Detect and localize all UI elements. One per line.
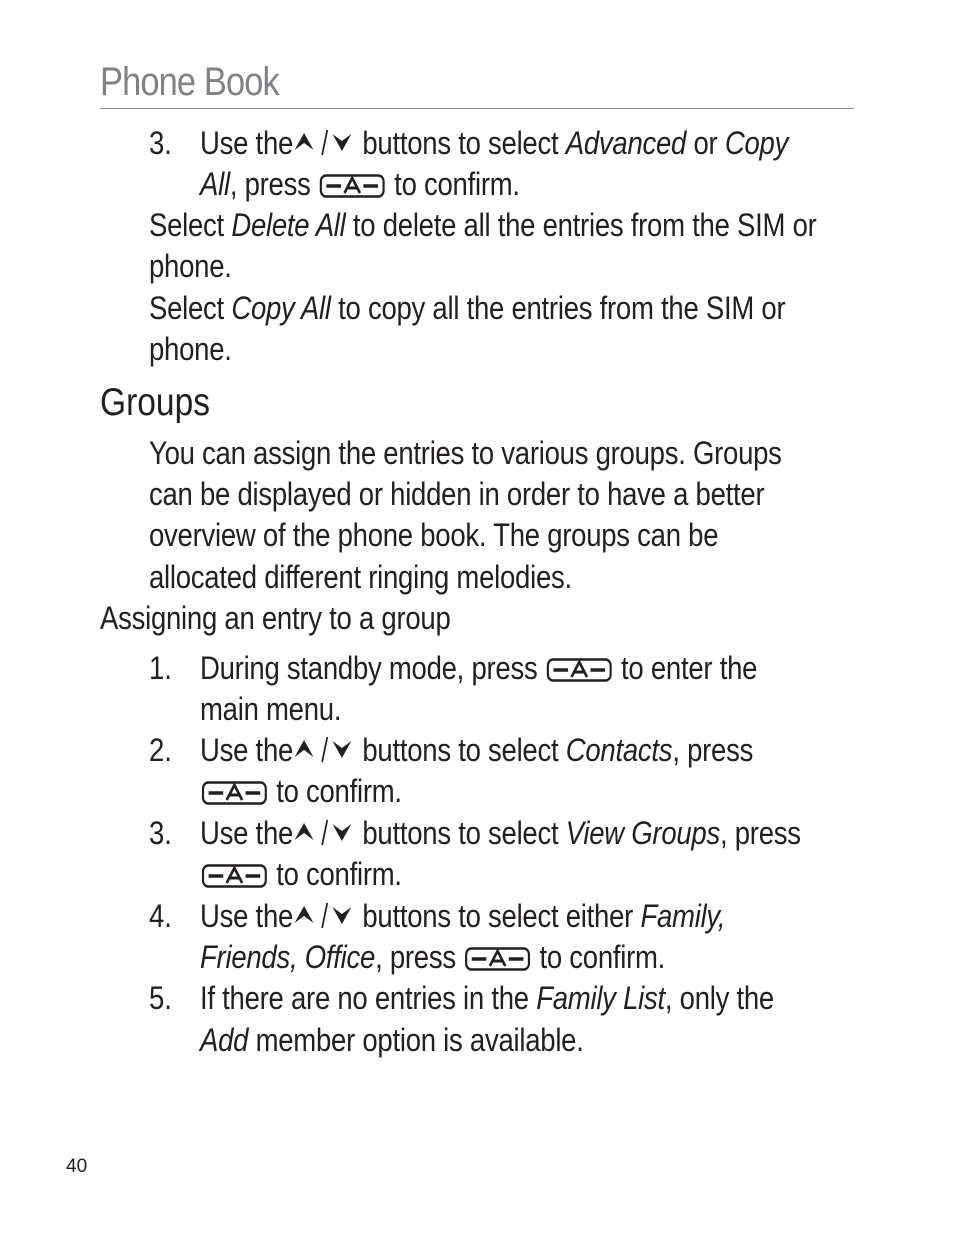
step-text [200, 937, 665, 977]
subheading: Assigning an entry to a group [100, 600, 451, 636]
menu-option-name: Family List [536, 980, 665, 1016]
step-text-part: Use the [200, 125, 294, 161]
step-text-part: , press [375, 939, 464, 975]
step-text [200, 648, 757, 688]
paragraph-line: You can assign the entries to various groups. Groups [149, 435, 782, 471]
note-text [149, 205, 817, 245]
step-number: 3. [149, 125, 172, 161]
menu-key-icon [320, 174, 385, 198]
up-down-arrows-icon [293, 735, 355, 763]
step-text [200, 978, 774, 1018]
step-text-part: During standby mode, press [200, 650, 545, 686]
note-text-part: Select [149, 207, 232, 243]
menu-option-name: Delete All [231, 207, 346, 243]
step-text [200, 771, 402, 811]
note-text-part: Select [149, 290, 232, 326]
note-text: phone. [149, 331, 232, 367]
paragraph-line: can be displayed or hidden in order to have a better [149, 476, 765, 512]
step-text-part: buttons to select [354, 125, 566, 161]
menu-key-icon [547, 658, 612, 682]
up-down-arrows-icon [293, 128, 355, 156]
menu-option-name: All [200, 166, 230, 202]
section-heading: Groups [100, 381, 210, 424]
step-text-part: to enter the [613, 650, 758, 686]
menu-option-name: Contacts [565, 732, 673, 768]
step-number: 5. [149, 980, 172, 1016]
menu-option-name: View Groups [565, 815, 720, 851]
step-text-part: If there are no entries in the [200, 980, 537, 1016]
step-number: 4. [149, 898, 172, 934]
note-text-part: to copy all the entries from the SIM or [330, 290, 786, 326]
step-text-part: to confirm. [268, 773, 402, 809]
step-text-part: , press [672, 732, 754, 768]
note-text: phone. [149, 248, 232, 284]
menu-key-icon [202, 864, 267, 888]
page-title: Phone Book [100, 60, 279, 104]
step-text-part: , press [719, 815, 801, 851]
step-text-part: Use the [200, 732, 294, 768]
menu-option-name: Add [200, 1022, 249, 1058]
paragraph-line: overview of the phone book. The groups can be [149, 517, 719, 553]
step-text-part: Use the [200, 815, 294, 851]
up-down-arrows-icon [293, 901, 355, 929]
step-text [200, 730, 753, 770]
step-text [200, 896, 725, 936]
step-text-part: to confirm. [532, 939, 666, 975]
step-text [200, 1020, 584, 1060]
step-text [200, 164, 520, 204]
step-text-part: member option is available. [248, 1022, 584, 1058]
note-text-part: to delete all the entries from the SIM or [345, 207, 817, 243]
step-text-part: , only the [664, 980, 774, 1016]
step-number: 2. [149, 732, 172, 768]
step-text: main menu. [200, 691, 342, 727]
step-text [200, 123, 788, 163]
menu-option-name: Copy All [231, 290, 331, 326]
step-text-part: buttons to select either [354, 898, 641, 934]
menu-option-name: Family, [640, 898, 726, 934]
step-text-part: Use the [200, 898, 294, 934]
step-text-part: or [686, 125, 725, 161]
menu-option-name: Copy [724, 125, 789, 161]
step-text [200, 854, 402, 894]
step-number: 1. [149, 650, 172, 686]
menu-option-name: Advanced [565, 125, 687, 161]
note-text [149, 288, 785, 328]
step-text-part: to confirm. [268, 856, 402, 892]
up-down-arrows-icon [293, 818, 355, 846]
step-text [200, 813, 801, 853]
paragraph-line: allocated different ringing melodies. [149, 559, 572, 595]
step-text-part: , press [229, 166, 318, 202]
step-text-part: to confirm. [386, 166, 520, 202]
step-text-part: buttons to select [354, 815, 566, 851]
step-number: 3. [149, 815, 172, 851]
menu-option-name: Friends, Office [200, 939, 376, 975]
menu-key-icon [465, 947, 530, 971]
page-number: 40 [66, 1156, 88, 1177]
step-text-part: buttons to select [354, 732, 566, 768]
page-header [100, 58, 854, 109]
menu-key-icon [202, 781, 267, 805]
